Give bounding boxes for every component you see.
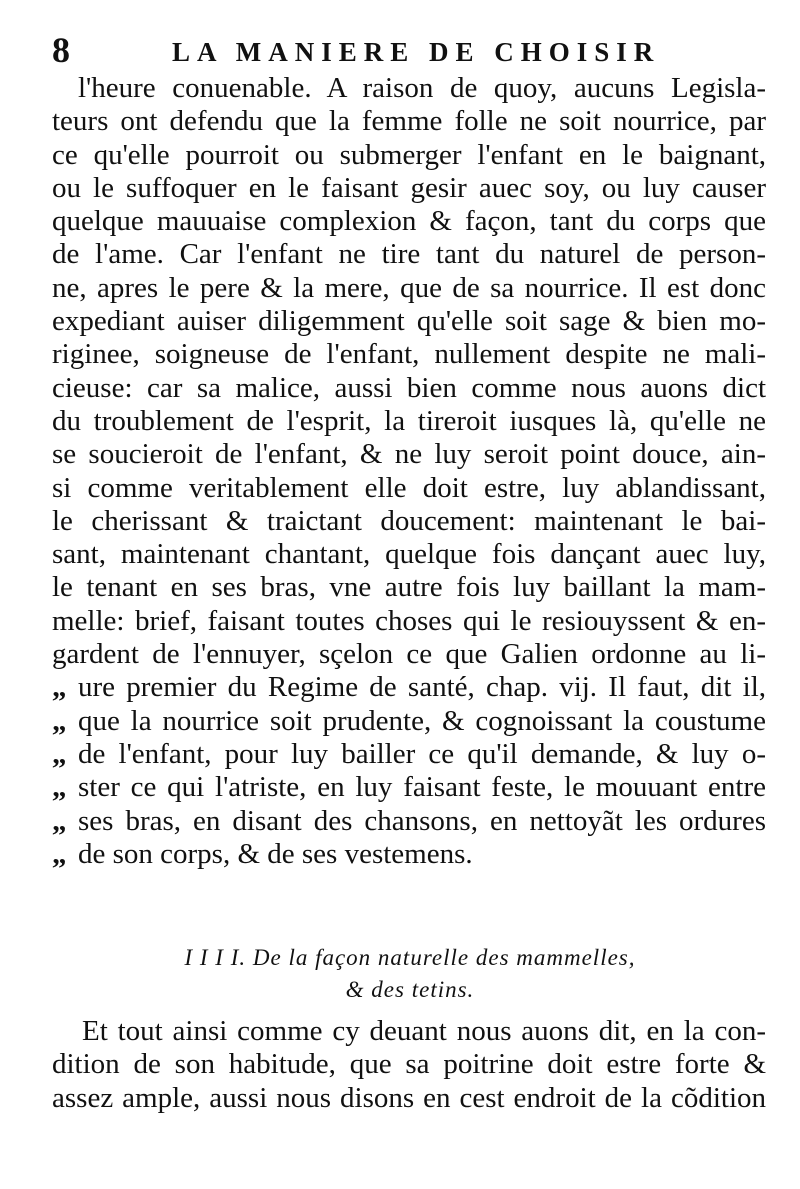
text-line: „ que la nourrice soit prudente, & cognoissant la coustume [52,704,766,737]
text-line: „ ure premier du Regime de santé, chap. vij. Il faut, dit il, [52,671,766,704]
text-line: teurs ont defendu que la femme folle ne soit nourrice, par [52,105,766,138]
text-line: sant, maintenant chantant, quelque fois dançant auec luy, [52,538,766,571]
text-line: de l'ame. Car l'enfant ne tire tant du naturel de person- [52,238,766,271]
quote-mark: „ [52,804,67,837]
text-line: dition de son habitude, que sa poitrine doit estre forte & [52,1048,766,1081]
text-line: ce qu'elle pourroit ou submerger l'enfant en le baignant, [52,138,766,171]
text-line: si comme veritablement elle doit estre, luy ablandissant, [52,471,766,504]
text-line: „ ster ce qui l'atriste, en luy faisant feste, le mouuant entre [52,771,766,804]
text-line: expediant auiser diligemment qu'elle soit sage & bien mo- [52,305,766,338]
section-heading-line-2: & des tetins. [345,977,475,1002]
text-line: melle: brief, faisant toutes choses qui le resiouyssent & en- [52,604,766,637]
quote-mark: „ [52,704,67,737]
text-line: le tenant en ses bras, vne autre fois luy baillant la mam- [52,571,766,604]
paragraph-2 [52,1015,766,1115]
text-line: riginee, soigneuse de l'enfant, nullement despite ne mali- [52,338,766,371]
running-head [52,30,756,74]
text-line: cieuse: car sa malice, aussi bien comme nous auons dict [52,371,766,404]
quote-mark: „ [52,671,67,704]
text-line: ou le suffoquer en le faisant gesir auec soy, ou luy causer [52,171,766,204]
running-title: LA MANIERE DE CHOISIR [172,37,661,67]
text-line: le cherissant & traictant doucement: maintenant le bai- [52,504,766,537]
text-line: quelque mauuaise complexion & façon, tant du corps que [52,205,766,238]
quote-mark: „ [52,771,67,804]
quote-mark: „ [52,837,67,870]
text-line: se soucieroit de l'enfant, & ne luy seroit point douce, ain- [52,438,766,471]
section-heading-line-1: I I I I. De la façon naturelle des mammelles, [184,945,636,970]
text-line: Et tout ainsi comme cy deuant nous auons dit, en la con- [82,1015,766,1047]
text-line: ne, apres le pere & la mere, que de sa nourrice. Il est donc [52,271,766,304]
quote-mark: „ [52,737,67,770]
text-line: „ ses bras, en disant des chansons, en nettoyãt les ordures [52,804,766,837]
paragraph-1 [52,72,766,871]
text-line: assez ample, aussi nous disons en cest endroit de la cõdition [52,1081,766,1114]
text-line: „ de son corps, & de ses vestemens. [52,837,473,870]
text-line: „ de l'enfant, pour luy bailler ce qu'il demande, & luy o- [52,737,766,770]
text-line: gardent de l'ennuyer, sçelon ce que Galien ordonne au li- [52,638,766,671]
page-number: 8 [52,30,70,70]
text-line: du troublement de l'esprit, la tireroit iusques là, qu'elle ne [52,404,766,437]
text-line: l'heure conuenable. A raison de quoy, aucuns Legisla- [78,72,766,104]
